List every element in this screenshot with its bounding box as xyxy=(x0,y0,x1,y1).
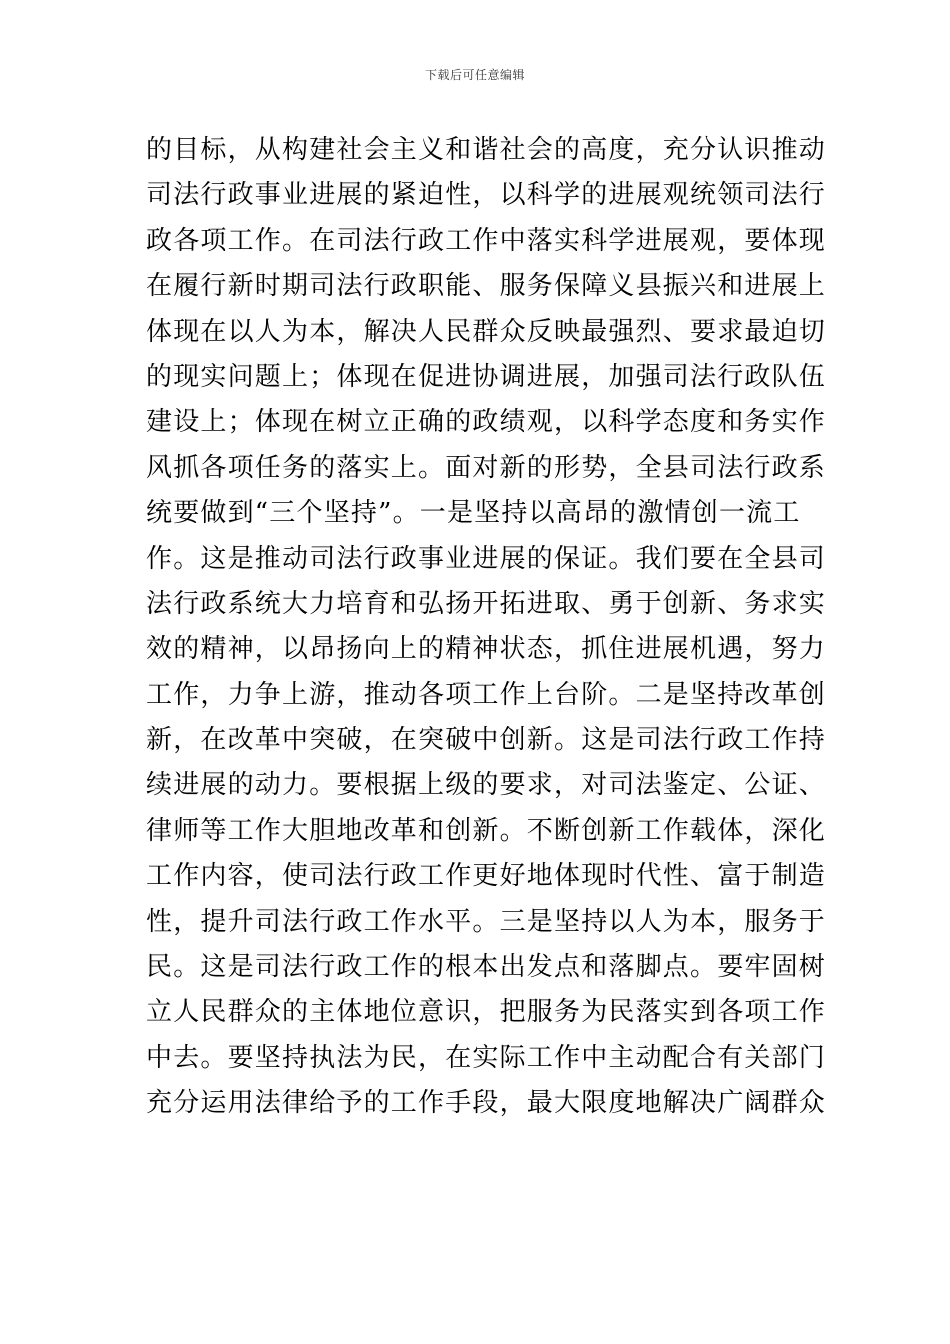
text-line: 效的精神，以昂扬向上的精神状态，抓住进展机遇，努力 xyxy=(146,634,827,665)
text-line: 立人民群众的主体地位意识，把服务为民落实到各项工作 xyxy=(146,997,827,1028)
text-line: 律师等工作大胆地改革和创新。不断创新工作载体，深化 xyxy=(146,815,827,846)
text-line: 新，在改革中突破，在突破中创新。这是司法行政工作持 xyxy=(146,725,827,756)
text-line: 建设上；体现在树立正确的政绩观，以科学态度和务实作 xyxy=(146,407,827,438)
text-line: 法行政系统大力培育和弘扬开拓进取、勇于创新、务求实 xyxy=(146,588,827,619)
text-line: 工作，力争上游，推动各项工作上台阶。二是坚持改革创 xyxy=(146,679,827,710)
text-line: 性，提升司法行政工作水平。三是坚持以人为本，服务于 xyxy=(146,906,827,937)
text-line: 充分运用法律给予的工作手段，最大限度地解决广阔群众 xyxy=(146,1088,827,1119)
text-line: 中去。要坚持执法为民，在实际工作中主动配合有关部门 xyxy=(146,1042,827,1073)
text-line: 作。这是推动司法行政事业进展的保证。我们要在全县司 xyxy=(146,543,827,574)
text-line: 政各项工作。在司法行政工作中落实科学进展观，要体现 xyxy=(146,225,827,256)
text-line: 的目标，从构建社会主义和谐社会的高度，充分认识推动 xyxy=(146,135,827,165)
text-line: 风抓各项任务的落实上。面对新的形势，全县司法行政系 xyxy=(146,452,827,483)
header-note: 下载后可任意编辑 xyxy=(424,68,525,82)
text-line: 工作内容，使司法行政工作更好地体现时代性、富于制造 xyxy=(146,861,827,892)
text-line: 司法行政事业进展的紧迫性，以科学的进展观统领司法行 xyxy=(146,180,827,211)
body-paragraph xyxy=(146,128,827,1127)
text-line: 在履行新时期司法行政职能、服务保障义县振兴和进展上 xyxy=(146,271,827,302)
text-line: 体现在以人为本，解决人民群众反映最强烈、要求最迫切 xyxy=(146,316,827,347)
text-line: 统要做到“三个坚持”。一是坚持以高昂的激情创一流工 xyxy=(146,498,801,529)
text-line: 续进展的动力。要根据上级的要求，对司法鉴定、公证、 xyxy=(146,770,827,801)
text-line: 民。这是司法行政工作的根本出发点和落脚点。要牢固树 xyxy=(146,952,827,983)
text-line: 的现实问题上；体现在促进协调进展，加强司法行政队伍 xyxy=(146,361,827,392)
